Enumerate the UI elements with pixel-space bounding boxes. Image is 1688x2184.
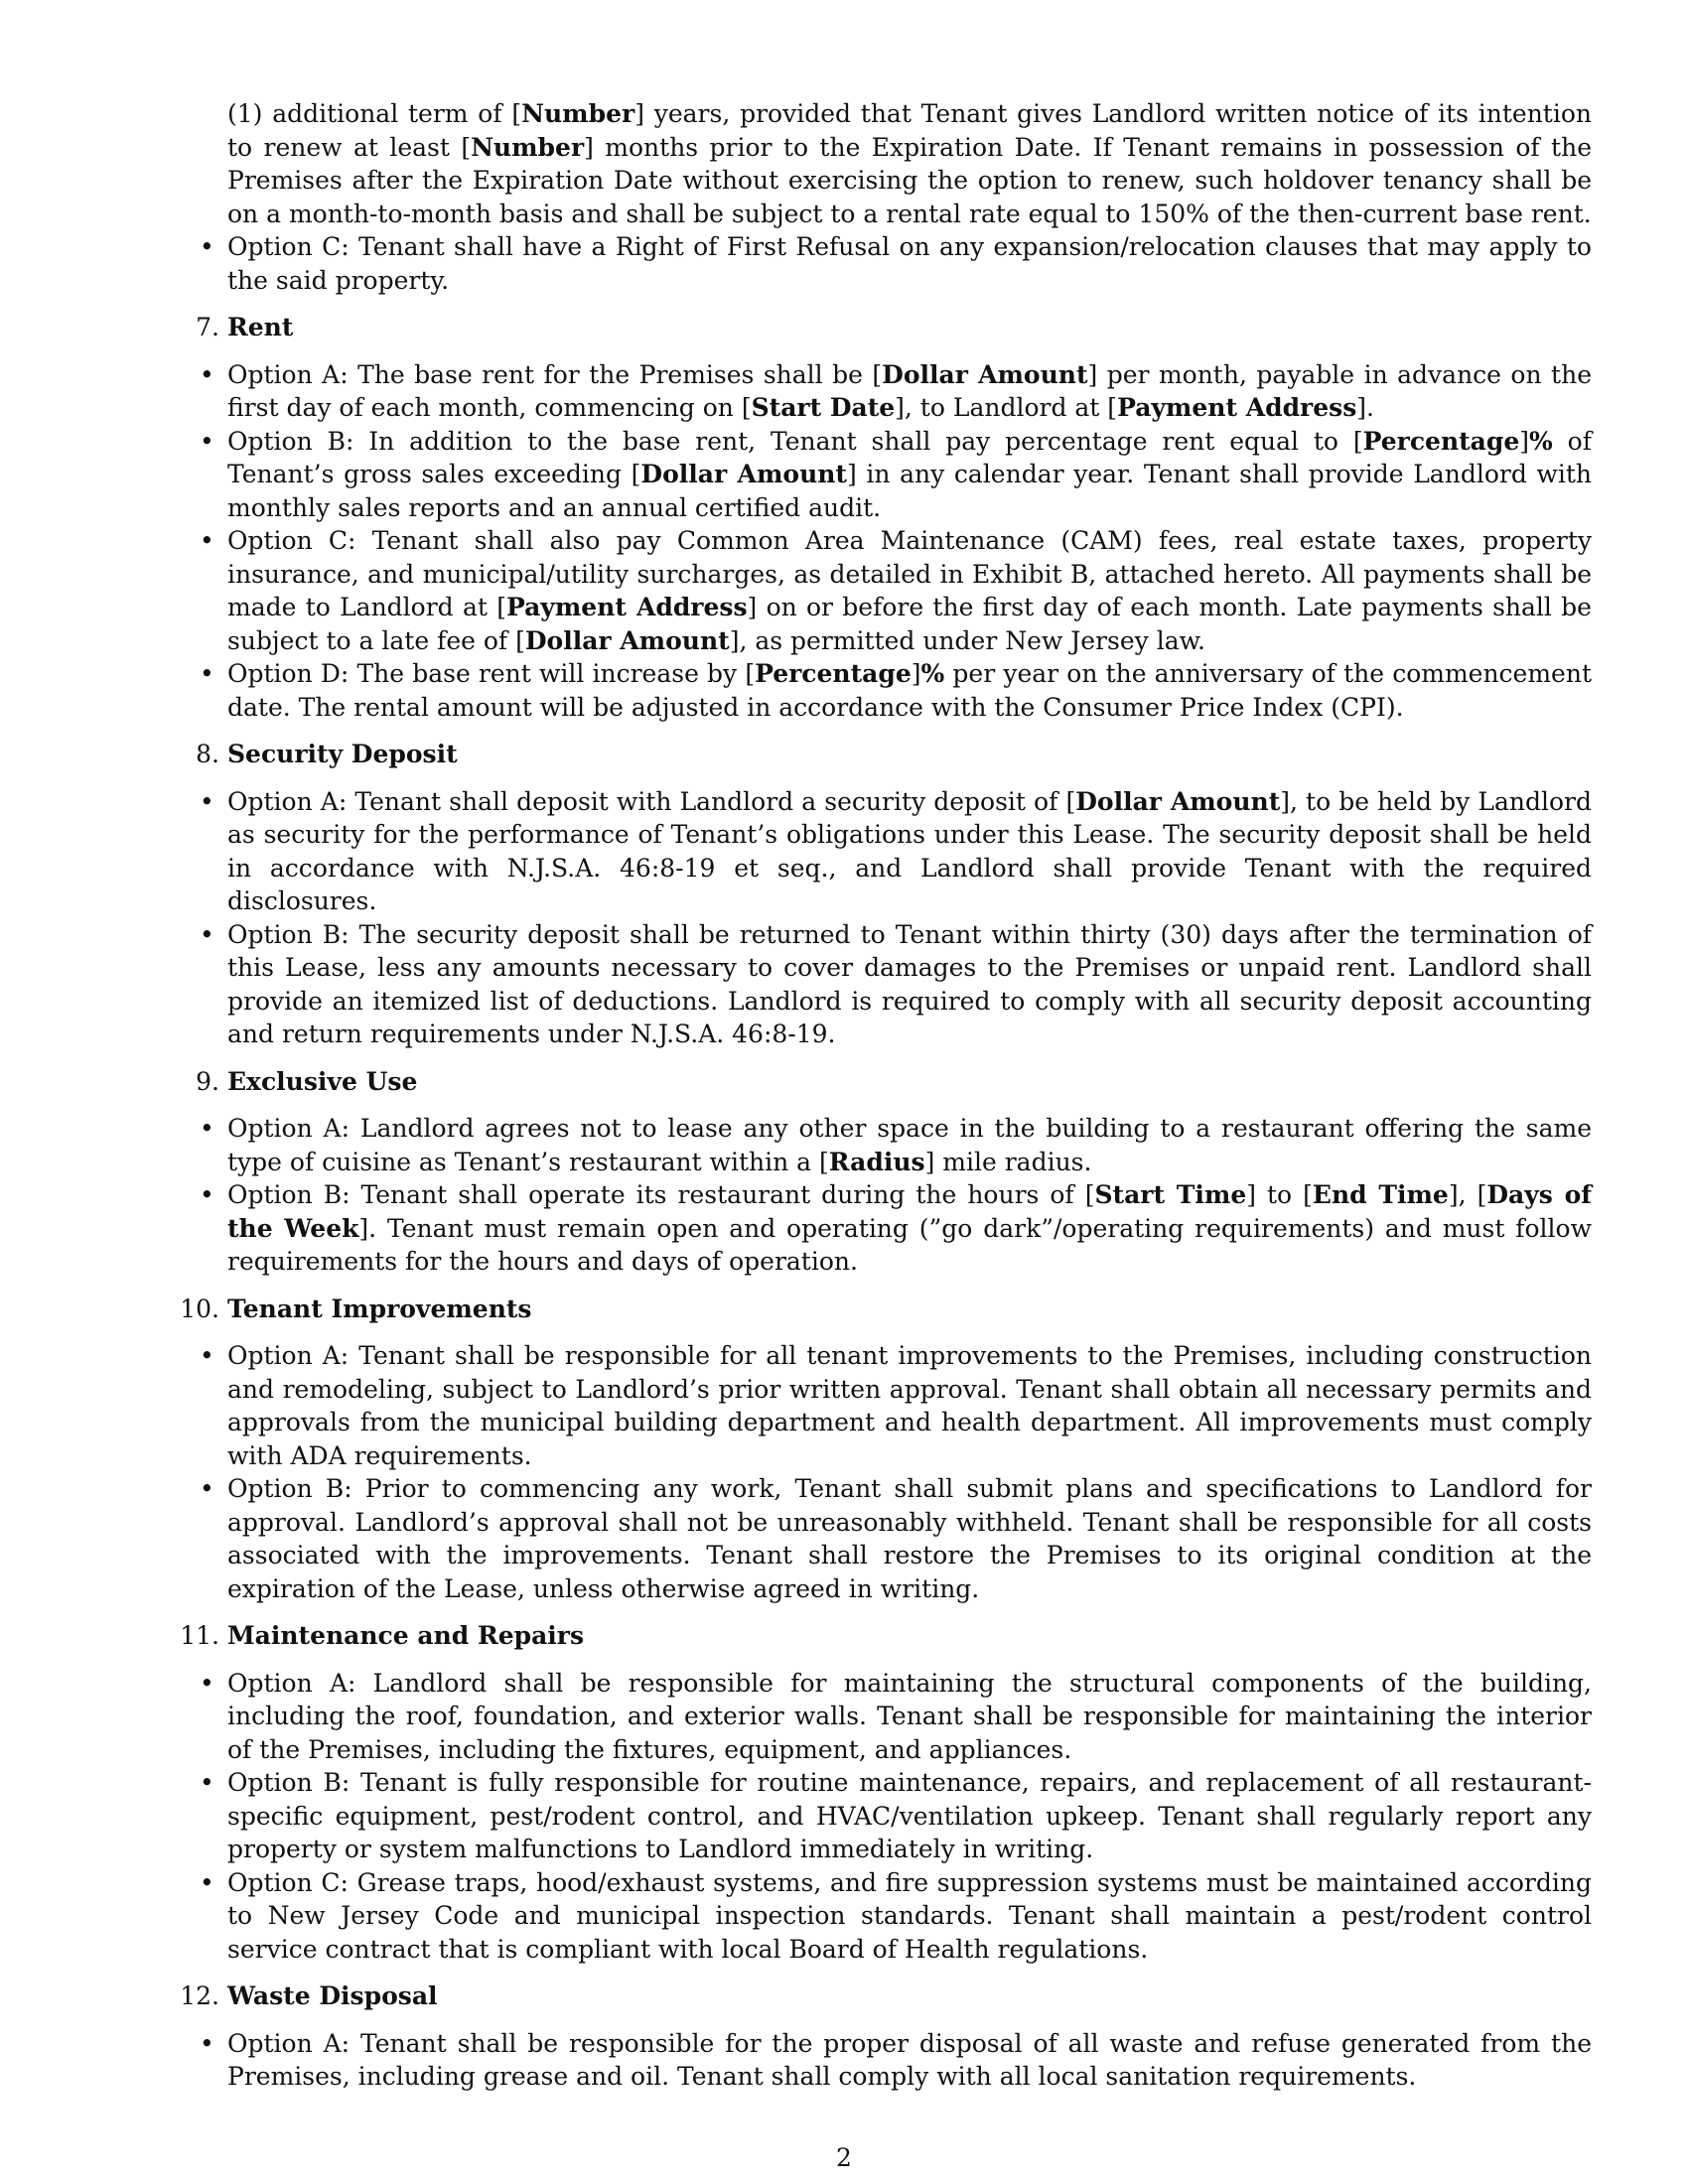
text-segment: ] bbox=[1519, 426, 1530, 456]
section-heading bbox=[180, 1293, 1592, 1326]
section-bullet-list bbox=[200, 1339, 1592, 1605]
section-9 bbox=[196, 1065, 1593, 1279]
section-bullet-list bbox=[200, 1112, 1593, 1279]
option-bullet-item bbox=[200, 230, 1592, 297]
bullet-icon: • bbox=[200, 2028, 214, 2058]
document-body bbox=[180, 97, 1593, 2094]
bullet-icon: • bbox=[200, 1867, 214, 1897]
text-segment: Option A: Landlord shall be responsible for maintaining the structural components of the building, including the roof, foundation, and exterior walls. Tenant shall be responsible for maintaining the interior of the Premises, including the fixtures, equipment, and appliances. bbox=[227, 1668, 1592, 1764]
option-bullet-item bbox=[200, 1112, 1592, 1178]
text-segment: ]. bbox=[1356, 393, 1374, 422]
page-number: 2 bbox=[836, 2143, 852, 2172]
section-heading bbox=[180, 1979, 1592, 2013]
text-segment: Option B: In addition to the base rent, Tenant shall pay percentage rent equal to [ bbox=[227, 426, 1363, 456]
placeholder-text: Dollar Amount bbox=[1075, 786, 1281, 816]
section-10 bbox=[180, 1293, 1592, 1606]
option-bullet-item bbox=[200, 358, 1592, 425]
option-bullet-item bbox=[200, 657, 1592, 724]
option-bullet-item bbox=[200, 1866, 1592, 1967]
section-number: 9. bbox=[196, 1066, 219, 1096]
text-segment: ] to [ bbox=[1246, 1180, 1313, 1209]
section-8 bbox=[196, 738, 1592, 1051]
text-segment: ], as permitted under New Jersey law. bbox=[729, 625, 1205, 655]
option-bullet-item bbox=[200, 1667, 1592, 1767]
option-bullet-item bbox=[200, 425, 1593, 525]
section-7 bbox=[196, 311, 1593, 724]
bullet-icon: • bbox=[200, 919, 214, 949]
placeholder-text: Payment Address bbox=[505, 593, 748, 621]
text-segment: ] mile radius. bbox=[924, 1147, 1092, 1176]
text-segment: Option D: The base rent will increase by [ bbox=[227, 659, 756, 688]
section-heading bbox=[196, 311, 1592, 344]
section-title: Maintenance and Repairs bbox=[227, 1621, 585, 1650]
section-title: Rent bbox=[227, 313, 294, 341]
bullet-icon: • bbox=[200, 1474, 214, 1503]
section-number: 12. bbox=[180, 1981, 219, 2010]
placeholder-text: Dollar Amount bbox=[640, 460, 847, 488]
sections-container bbox=[180, 311, 1593, 2094]
section-number: 11. bbox=[180, 1621, 219, 1650]
text-segment: Option C: Tenant shall also pay Common Area Maintenance (CAM) fees, real estate taxes, property insurance, and municipal/utility surcharges, as detailed in Exhibit B, attached hereto. All payments shall be made to Landlord at [ bbox=[227, 526, 1592, 621]
section-title: Tenant Improvements bbox=[227, 1294, 532, 1323]
bullet-icon: • bbox=[200, 1768, 214, 1797]
option-bullet-item bbox=[200, 918, 1592, 1051]
option-bullet-item bbox=[200, 785, 1592, 918]
text-segment: ] months prior to the Expiration Date. If Tenant remains in possession of the Premises after the Expiration Date without exercising the option to renew, such holdover tenancy shall be on a month-to-month basis and shall be subject to a rental rate equal to 150% of the then-current base rent. bbox=[227, 132, 1592, 228]
text-segment: Option A: Landlord agrees not to lease any other space in the building to a restaurant offering the same type of cuisine as Tenant’s restaurant within a [ bbox=[227, 1114, 1592, 1176]
text-segment: Option B: Tenant is fully responsible for routine maintenance, repairs, and replacement of all restaurant-specific equipment, pest/rodent control, and HVAC/ventilation upkeep. Tenant shall regularly report any property or system malfunctions to Landlord immediately in writing. bbox=[227, 1768, 1592, 1863]
text-segment: Option B: Prior to commencing any work, Tenant shall submit plans and specifications to Landlord for approval. Landlord’s approval shall not be unreasonably withheld. Tenant shall be responsible for all costs associated with the improvements. Tenant shall restore the Premises to its original condition at the expiration of the Lease, unless otherwise agreed in writing. bbox=[227, 1474, 1592, 1603]
placeholder-text: Percentage bbox=[755, 659, 912, 688]
placeholder-text: Number bbox=[521, 99, 635, 128]
section-title: Exclusive Use bbox=[227, 1066, 418, 1096]
placeholder-text: Start Time bbox=[1094, 1180, 1247, 1209]
section-bullet-list bbox=[200, 785, 1592, 1051]
placeholder-text: Dollar Amount bbox=[524, 625, 730, 655]
placeholder-text: Payment Address bbox=[1117, 393, 1357, 422]
bullet-icon: • bbox=[200, 1180, 214, 1209]
option-bullet-item bbox=[200, 2027, 1592, 2094]
bullet-icon: • bbox=[200, 1341, 214, 1370]
placeholder-text: Days of the Week bbox=[227, 1180, 1593, 1243]
bullet-icon: • bbox=[200, 426, 214, 456]
section-title: Waste Disposal bbox=[227, 1981, 438, 2010]
text-segment: Option A: Tenant shall deposit with Landlord a security deposit of [ bbox=[227, 786, 1076, 816]
intro-continuation-paragraph bbox=[227, 97, 1592, 230]
text-segment: Option C: Grease traps, hood/exhaust systems, and fire suppression systems must be maintained according to New Jersey Code and municipal inspection standards. Tenant shall maintain a pest/rodent control service contract that is compliant with local Board of Health regulations. bbox=[227, 1867, 1592, 1964]
text-segment: ]. Tenant must remain open and operating (”go dark”/operating requirements) and must follow requirements for the hours and days of operation. bbox=[227, 1213, 1592, 1276]
placeholder-text: Dollar Amount bbox=[882, 359, 1088, 389]
text-segment: ], to Landlord at [ bbox=[895, 393, 1118, 422]
placeholder-text: % bbox=[1529, 426, 1553, 456]
bullet-icon: • bbox=[200, 1114, 214, 1143]
bullet-icon: • bbox=[200, 526, 214, 555]
option-bullet-item bbox=[200, 1472, 1592, 1605]
option-bullet-item bbox=[200, 1339, 1592, 1472]
bullet-icon: • bbox=[200, 232, 214, 261]
text-segment: Option A: The base rent for the Premises shall be [ bbox=[227, 359, 883, 389]
bullet-icon: • bbox=[200, 659, 214, 688]
text-segment: per year on the anniversary of the commencement date. The rental amount will be adjusted in accordance with the Consumer Price Index (CPI). bbox=[227, 659, 1592, 722]
section-title: Security Deposit bbox=[227, 740, 458, 768]
text-segment: ] on or before the first day of each month. Late payments shall be subject to a late fee of [ bbox=[227, 593, 1592, 655]
text-segment: Option C: Tenant shall have a Right of First Refusal on any expansion/relocation clauses that may apply to the said property. bbox=[227, 232, 1592, 295]
text-segment: ] years, provided that Tenant gives Landlord written notice of its intention to renew at least [ bbox=[227, 99, 1592, 162]
text-segment: ] in any calendar year. Tenant shall provide Landlord with monthly sales reports and an annual certified audit. bbox=[227, 460, 1593, 522]
placeholder-text: % bbox=[920, 659, 945, 688]
option-bullet-item bbox=[200, 524, 1592, 657]
section-bullet-list bbox=[200, 2027, 1592, 2094]
section-11 bbox=[180, 1619, 1592, 1966]
bullet-icon: • bbox=[200, 1668, 214, 1698]
text-segment: Option A: Tenant shall be responsible for all tenant improvements to the Premises, including construction and remodeling, subject to Landlord’s prior written approval. Tenant shall obtain all necessary permits and approvals from the municipal building department and health department. All improvements must comply with ADA requirements. bbox=[227, 1341, 1592, 1470]
section-number: 7. bbox=[196, 313, 219, 341]
section-heading bbox=[196, 1065, 1592, 1099]
section-12 bbox=[180, 1979, 1592, 2094]
bullet-icon: • bbox=[200, 359, 214, 389]
text-segment: ], to be held by Landlord as security for the performance of Tenant’s obligations under this Lease. The security deposit shall be held in accordance with N.J.S.A. 46:8-19 et seq., and Landlord shall provide Tenant with the required disclosures. bbox=[227, 786, 1592, 915]
section-bullet-list bbox=[200, 1667, 1592, 1967]
placeholder-text: Number bbox=[471, 132, 585, 162]
section-number: 10. bbox=[180, 1294, 219, 1323]
intro-bullet-list bbox=[200, 230, 1592, 297]
text-segment: Option A: Tenant shall be responsible for the proper disposal of all waste and refuse generated from the Premises, including grease and oil. Tenant shall comply with all local sanitation requirements. bbox=[227, 2028, 1592, 2091]
text-segment: ] bbox=[911, 659, 921, 688]
placeholder-text: End Time bbox=[1312, 1180, 1449, 1209]
text-segment: (1) additional term of [ bbox=[227, 99, 522, 128]
text-segment: ], [ bbox=[1448, 1180, 1487, 1209]
placeholder-text: Start Date bbox=[751, 393, 896, 422]
bullet-icon: • bbox=[200, 786, 214, 816]
placeholder-text: Radius bbox=[828, 1147, 925, 1176]
text-segment: ] per month, payable in advance on the first day of each month, commencing on [ bbox=[227, 359, 1592, 422]
section-bullet-list bbox=[200, 358, 1593, 725]
text-segment: of Tenant’s gross sales exceeding [ bbox=[227, 426, 1592, 488]
option-bullet-item bbox=[200, 1766, 1592, 1866]
section-heading bbox=[180, 1619, 1592, 1653]
section-number: 8. bbox=[196, 740, 219, 768]
option-bullet-item bbox=[200, 1178, 1593, 1279]
text-segment: Option B: The security deposit shall be returned to Tenant within thirty (30) days after the termination of this Lease, less any amounts necessary to cover damages to the Premises or unpaid rent. Landlord shall provide an itemized list of deductions. Landlord is required to comply with all security deposit accounting and return requirements under N.J.S.A. 46:8-19. bbox=[227, 919, 1592, 1048]
placeholder-text: Percentage bbox=[1362, 426, 1520, 456]
text-segment: Option B: Tenant shall operate its restaurant during the hours of [ bbox=[227, 1180, 1095, 1209]
section-heading bbox=[196, 738, 1592, 771]
